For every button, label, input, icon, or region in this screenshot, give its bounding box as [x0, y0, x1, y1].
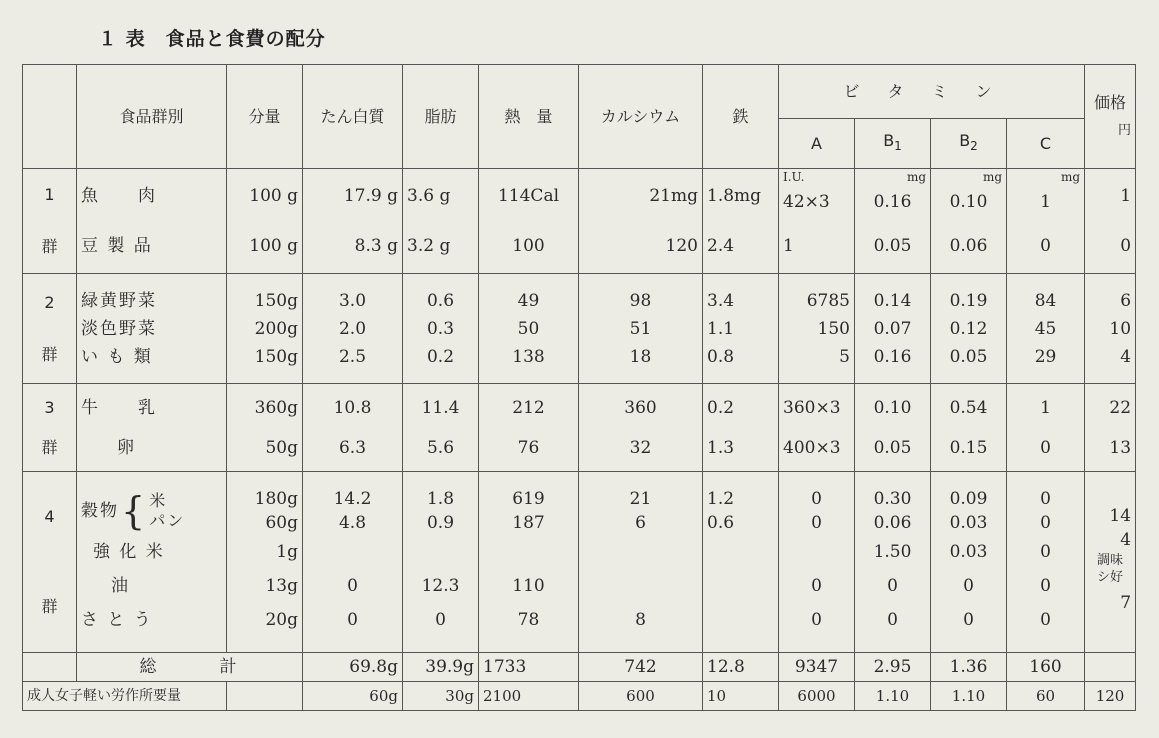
group-3-iron: 0.2 1.3	[703, 384, 779, 472]
requirement-vit-b2: 1.10	[931, 682, 1007, 711]
group-2-vit-b2: 0.19 0.12 0.05	[931, 274, 1007, 384]
group-3-foods: 牛 乳 卵	[77, 384, 227, 472]
group-1-foods: 魚 肉 豆 製 品	[77, 169, 227, 274]
group-4-price: 14 4 調味 シ好 7	[1085, 472, 1136, 653]
group-2-calories: 49 50 138	[479, 274, 579, 384]
total-label: 総 計	[77, 653, 303, 682]
group-2-vit-a: 6785 150 5	[779, 274, 855, 384]
price-label: 価格	[1094, 92, 1127, 112]
protein-header: たん白質	[303, 65, 403, 169]
table-row	[23, 384, 1136, 472]
table-row	[23, 169, 1136, 274]
group-2-foods: 緑黄野菜 淡色野菜 い も 類	[77, 274, 227, 384]
total-price	[1085, 653, 1136, 682]
requirement-calcium: 600	[579, 682, 703, 711]
total-iron: 12.8	[703, 653, 779, 682]
total-vit-b2: 1.36	[931, 653, 1007, 682]
group-1-vit-c: mg 1 0	[1007, 169, 1085, 274]
group-1-price: 1 0	[1085, 169, 1136, 274]
group-2-label: 2 群	[23, 274, 77, 384]
food-cost-table	[22, 64, 1136, 711]
requirement-label: 成人女子軽い労作所要量	[23, 682, 227, 711]
group-3-fat: 11.4 5.6	[403, 384, 479, 472]
group-4-vit-b1: 0.30 0.06 1.50 0 0	[855, 472, 931, 653]
requirement-vit-a: 6000	[779, 682, 855, 711]
group-4-vit-a: 0 0 0 0	[779, 472, 855, 653]
vitamin-b2-subscript: 2	[970, 139, 978, 154]
table-row	[23, 472, 1136, 653]
group-2-vit-b1: 0.14 0.07 0.16	[855, 274, 931, 384]
calcium-header: カルシウム	[579, 65, 703, 169]
vitamin-c-header: C	[1007, 119, 1085, 169]
vitamin-b2-header	[931, 119, 1007, 169]
group-3-price: 22 13	[1085, 384, 1136, 472]
amount-header: 分量	[227, 65, 303, 169]
total-calories: 1733	[479, 653, 579, 682]
vitamin-b2-letter: B	[959, 130, 971, 150]
requirement-amount	[227, 682, 303, 711]
group-1-amount: 100 g 100 g	[227, 169, 303, 274]
group-1-protein: 17.9 g 8.3 g	[303, 169, 403, 274]
vitamin-a-header: A	[779, 119, 855, 169]
group-4-amount: 180g 60g 1g 13g 20g	[227, 472, 303, 653]
group-3-vit-b1: 0.10 0.05	[855, 384, 931, 472]
group-4-vit-b2: 0.09 0.03 0.03 0 0	[931, 472, 1007, 653]
vitamin-b1-subscript: 1	[894, 139, 902, 154]
group-4-fat: 1.8 0.9 12.3 0	[403, 472, 479, 653]
group-3-label: 3 群	[23, 384, 77, 472]
table-caption: １ 表 食品と食費の配分	[98, 28, 326, 50]
total-vit-c: 160	[1007, 653, 1085, 682]
group-1-fat: 3.6 g 3.2 g	[403, 169, 479, 274]
group-1-iron: 1.8mg 2.4	[703, 169, 779, 274]
group-4-protein: 14.2 4.8 0 0	[303, 472, 403, 653]
total-vit-a: 9347	[779, 653, 855, 682]
group-3-amount: 360g 50g	[227, 384, 303, 472]
group-3-vit-b2: 0.54 0.15	[931, 384, 1007, 472]
group-header-cell	[23, 65, 77, 169]
group-4-vit-c: 0 0 0 0 0	[1007, 472, 1085, 653]
requirement-vit-b1: 1.10	[855, 682, 931, 711]
price-unit: 円	[1118, 122, 1132, 138]
food-group-header: 食品群別	[77, 65, 227, 169]
group-2-calcium: 98 51 18	[579, 274, 703, 384]
total-fat: 39.9g	[403, 653, 479, 682]
group-4-calcium: 21 6 8	[579, 472, 703, 653]
table-row	[23, 274, 1136, 384]
group-1-calcium: 21mg 120	[579, 169, 703, 274]
group-4-label: 4 群	[23, 472, 77, 653]
group-3-calories: 212 76	[479, 384, 579, 472]
requirement-fat: 30g	[403, 682, 479, 711]
group-2-amount: 150g 200g 150g	[227, 274, 303, 384]
group-3-protein: 10.8 6.3	[303, 384, 403, 472]
total-protein: 69.8g	[303, 653, 403, 682]
group-2-iron: 3.4 1.1 0.8	[703, 274, 779, 384]
requirement-calories: 2100	[479, 682, 579, 711]
total-group-cell	[23, 653, 77, 682]
group-4-foods: 穀物{ 米 パン 強 化 米 油 さ と う	[77, 472, 227, 653]
grain-row: 穀物{ 米 パン	[81, 489, 186, 534]
group-1-vit-b1: mg 0.16 0.05	[855, 169, 931, 274]
requirement-protein: 60g	[303, 682, 403, 711]
group-1-calories: 114Cal 100	[479, 169, 579, 274]
price-header	[1085, 65, 1136, 169]
group-2-price: 6 10 4	[1085, 274, 1136, 384]
vitamin-b1-header	[855, 119, 931, 169]
total-calcium: 742	[579, 653, 703, 682]
total-vit-b1: 2.95	[855, 653, 931, 682]
total-row	[23, 653, 1136, 682]
requirement-vit-c: 60	[1007, 682, 1085, 711]
group-1-vit-b2: mg 0.10 0.06	[931, 169, 1007, 274]
group-3-vit-a: 360×3 400×3	[779, 384, 855, 472]
group-2-protein: 3.0 2.0 2.5	[303, 274, 403, 384]
calories-header: 熱 量	[479, 65, 579, 169]
group-4-iron: 1.2 0.6	[703, 472, 779, 653]
group-3-vit-c: 1 0	[1007, 384, 1085, 472]
vitamin-header: ビタミン	[779, 65, 1085, 119]
requirement-iron: 10	[703, 682, 779, 711]
group-2-vit-c: 84 45 29	[1007, 274, 1085, 384]
group-1-vit-a: I.U. 42×3 1	[779, 169, 855, 274]
iron-header: 鉄	[703, 65, 779, 169]
group-3-calcium: 360 32	[579, 384, 703, 472]
group-1-label: 1 群	[23, 169, 77, 274]
requirement-row	[23, 682, 1136, 711]
vitamin-b1-letter: B	[883, 130, 895, 150]
fat-header: 脂肪	[403, 65, 479, 169]
group-4-calories: 619 187 110 78	[479, 472, 579, 653]
requirement-price: 120	[1085, 682, 1136, 711]
group-2-fat: 0.6 0.3 0.2	[403, 274, 479, 384]
